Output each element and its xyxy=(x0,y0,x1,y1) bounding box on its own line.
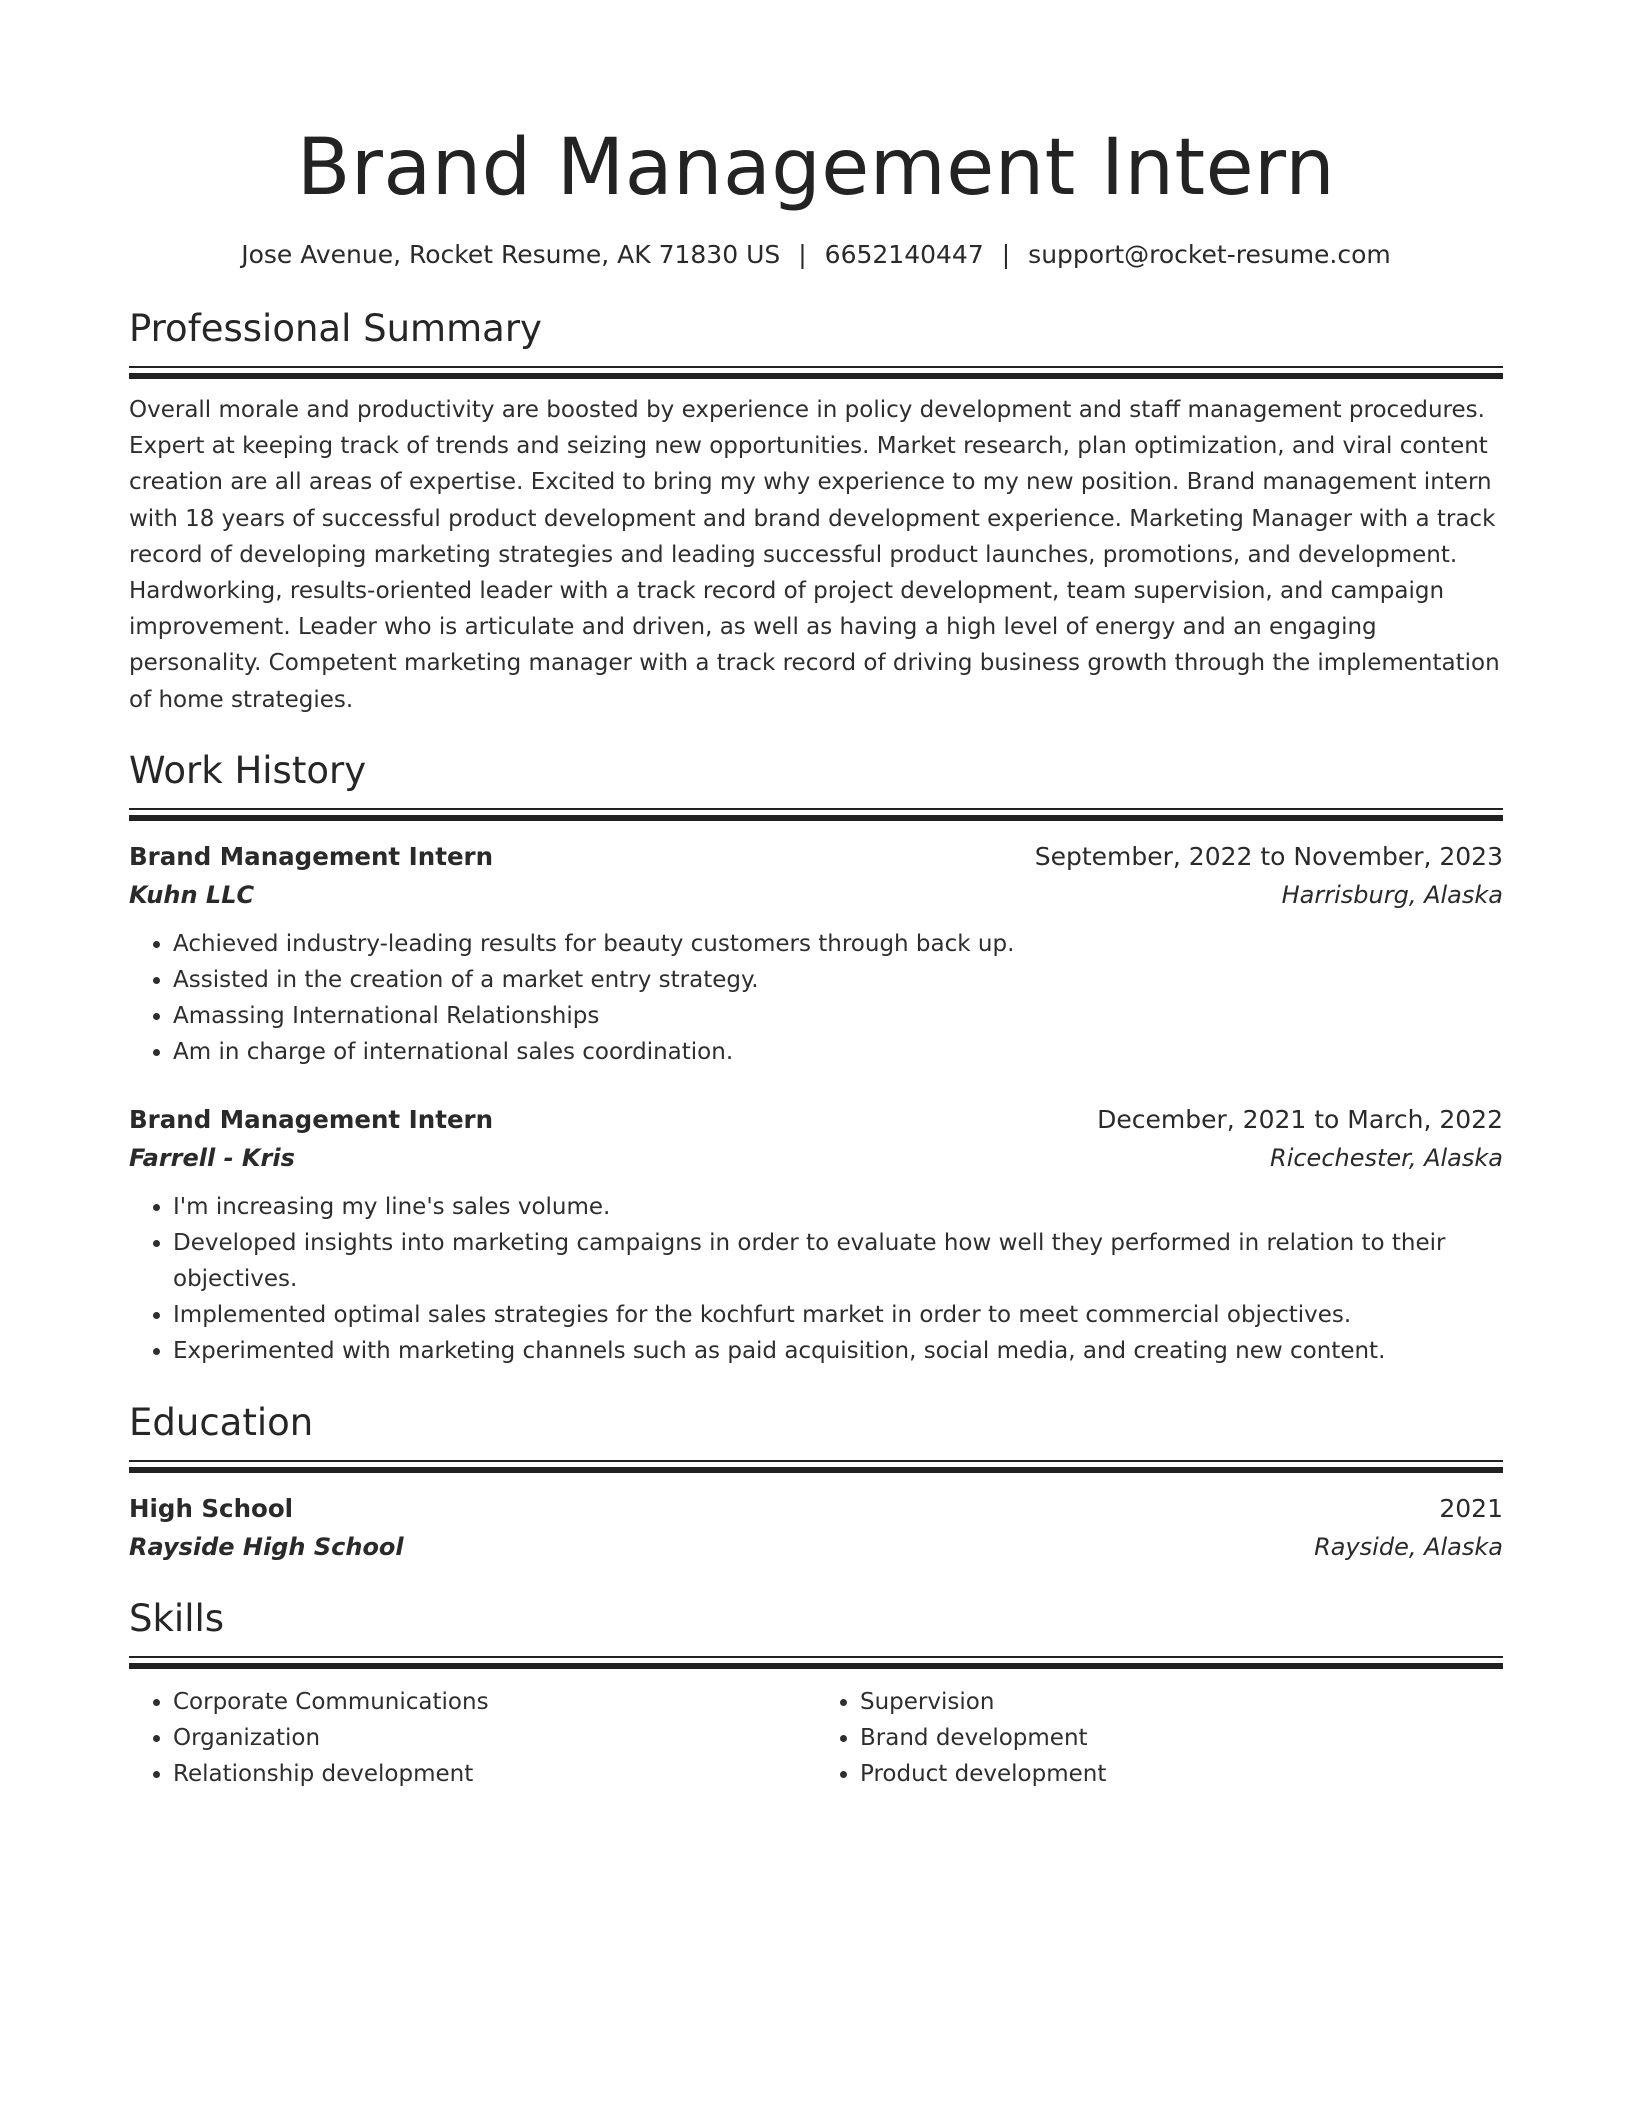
skill-item: • Supervision xyxy=(860,1684,1503,1720)
contact-phone: 6652140447 xyxy=(824,240,984,269)
section-title-education: Education xyxy=(129,1400,314,1444)
contact-email[interactable]: support@rocket-resume.com xyxy=(1028,240,1391,269)
summary-text: Overall morale and productivity are boosted by experience in policy development and staff management procedures. Expert at keeping track of trends and seizing new opportunities. Market research, plan optimization, and viral content creation are all areas of expertise. Excited to bring my why experience to my new position. Brand management intern with 18 years of successful product development and brand development experience. Marketing Manager with a track record of developing marketing strategies and leading successful product launches, promotions, and development. Hardworking, results-oriented leader with a track record of project development, team supervision, and campaign improvement. Leader who is articulate and driven, as well as having a high level of energy and an engaging personality. Competent marketing manager with a track record of driving business growth through the implementation of home strategies. xyxy=(129,397,1500,713)
job-dates: September, 2022 to November, 2023 xyxy=(1034,841,1503,871)
list-item: • Amassing International Relationships xyxy=(173,998,1503,1034)
skills-section xyxy=(129,1596,1503,1793)
section-divider xyxy=(129,1656,1503,1670)
contact-separator: | xyxy=(798,240,807,269)
skill-item: • Corporate Communications xyxy=(173,1684,816,1720)
resume-header xyxy=(129,0,1503,272)
list-item: • Am in charge of international sales coordination. xyxy=(173,1034,1503,1070)
job-bullets xyxy=(129,926,1503,1071)
section-title-summary: Professional Summary xyxy=(129,307,542,350)
job-bullets xyxy=(129,1189,1503,1370)
candidate-name: Brand Management Intern xyxy=(296,123,1336,213)
section-divider xyxy=(129,366,1503,380)
list-item: • Implemented optimal sales strategies for the kochfurt market in order to meet commercial objectives. xyxy=(173,1297,1503,1333)
job-title: Brand Management Intern xyxy=(129,1104,494,1134)
section-title-work-history: Work History xyxy=(129,748,367,792)
list-item: • I'm increasing my line's sales volume. xyxy=(173,1189,1503,1225)
work-history-section xyxy=(129,748,1503,1370)
skill-item: • Brand development xyxy=(860,1720,1503,1756)
education-entry xyxy=(129,1490,1503,1566)
degree: High School xyxy=(129,1493,294,1523)
list-item: • Developed insights into marketing campaigns in order to evaluate how well they performed in relation to their objectives. xyxy=(173,1225,1503,1297)
company-name: Kuhn LLC xyxy=(129,880,255,909)
skill-item: • Organization xyxy=(173,1720,816,1756)
company-name: Farrell - Kris xyxy=(129,1143,295,1172)
section-divider xyxy=(129,1460,1503,1474)
job-title: Brand Management Intern xyxy=(129,841,494,871)
job-entry xyxy=(129,1101,1503,1370)
skill-item: • Relationship development xyxy=(173,1756,816,1792)
list-item: • Experimented with marketing channels such as paid acquisition, social media, and creating new content. xyxy=(173,1333,1503,1369)
summary-section xyxy=(129,306,1503,718)
skills-list xyxy=(129,1684,1503,1793)
school-location: Rayside, Alaska xyxy=(1314,1532,1503,1561)
contact-line xyxy=(129,238,1503,272)
skill-item: • Product development xyxy=(860,1756,1503,1792)
section-title-skills: Skills xyxy=(129,1596,225,1640)
school-name: Rayside High School xyxy=(129,1532,404,1561)
list-item: • Assisted in the creation of a market entry strategy. xyxy=(173,962,1503,998)
contact-address: Jose Avenue, Rocket Resume, AK 71830 US xyxy=(241,240,781,269)
graduation-year: 2021 xyxy=(1439,1493,1503,1523)
skills-column-left xyxy=(129,1684,816,1793)
skills-column-right xyxy=(816,1684,1503,1793)
education-section xyxy=(129,1400,1503,1566)
list-item: • Achieved industry-leading results for beauty customers through back up. xyxy=(173,926,1503,962)
job-location: Ricechester, Alaska xyxy=(1270,1143,1503,1172)
contact-separator: | xyxy=(1001,240,1011,269)
section-divider xyxy=(129,808,1503,822)
job-entry xyxy=(129,838,1503,1071)
job-location: Harrisburg, Alaska xyxy=(1281,880,1503,909)
job-dates: December, 2021 to March, 2022 xyxy=(1097,1104,1503,1134)
